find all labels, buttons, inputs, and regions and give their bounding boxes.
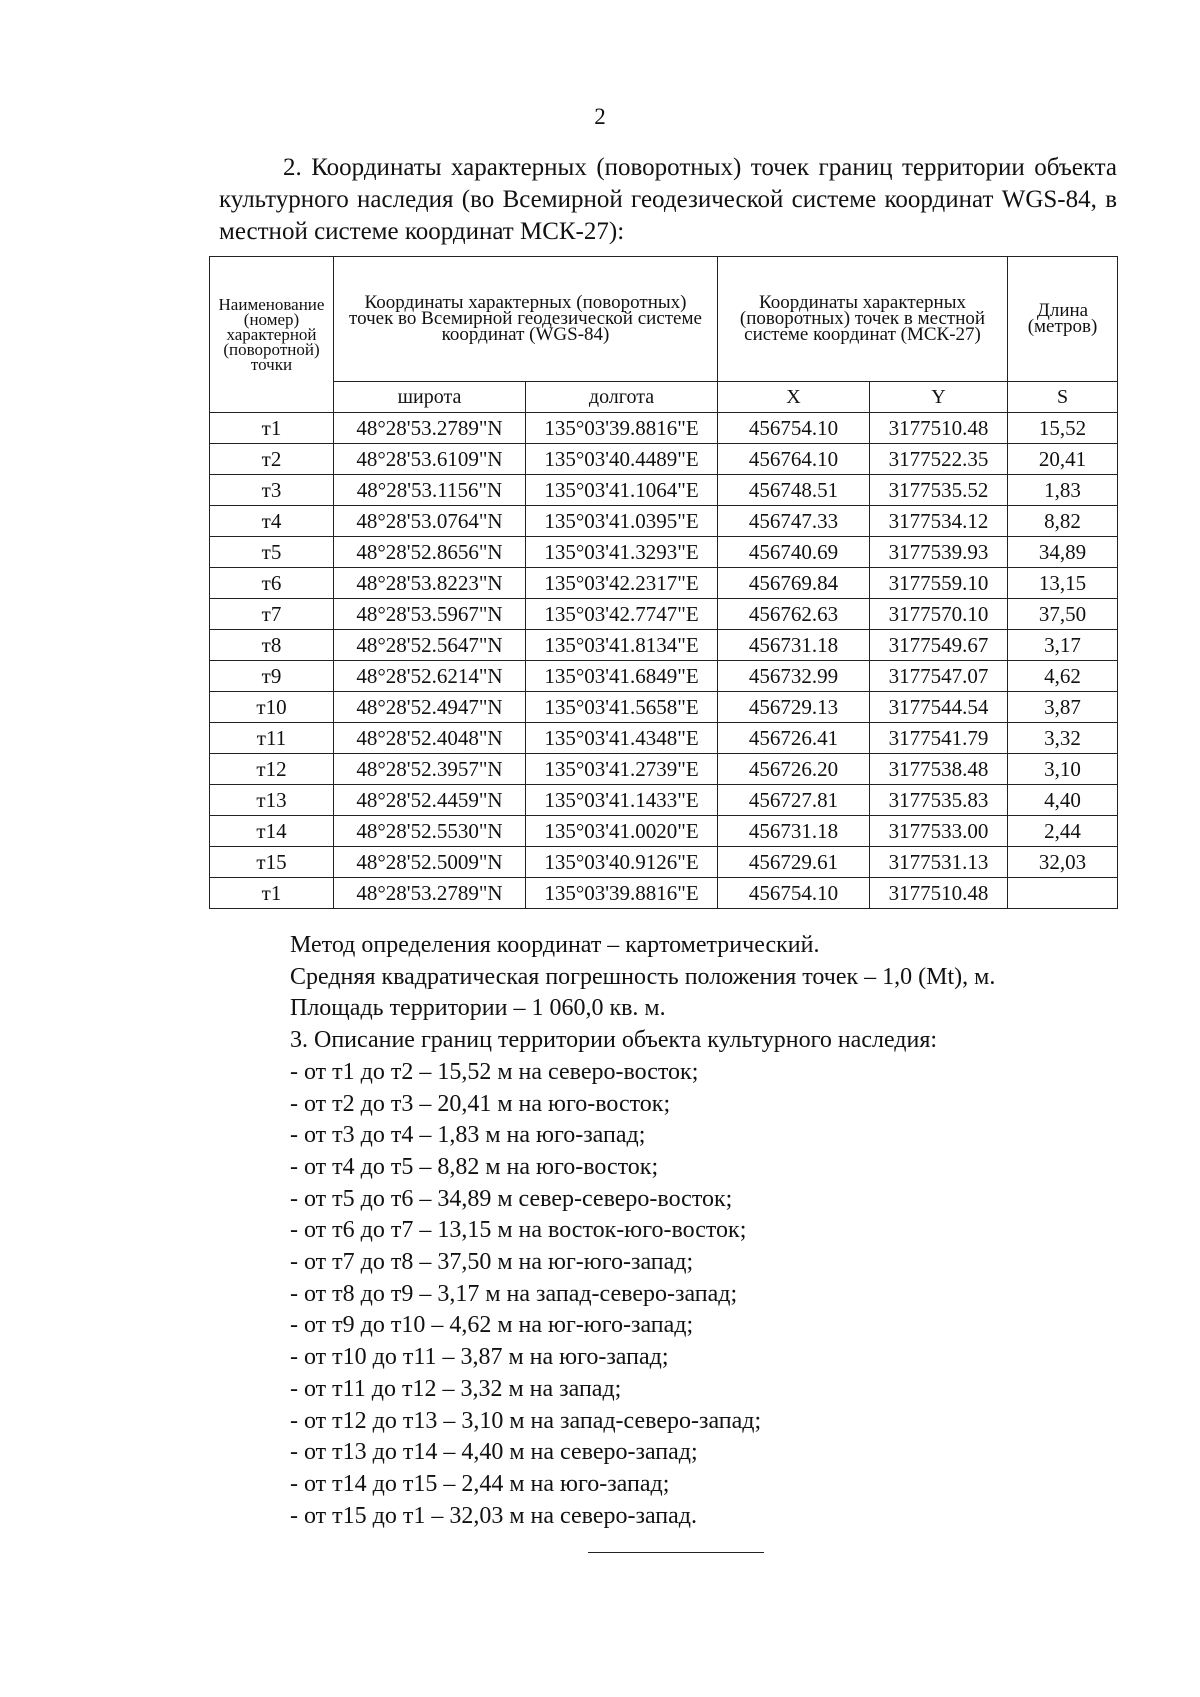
table-row	[210, 816, 1118, 847]
cell-point: т2	[210, 444, 334, 475]
table-row	[210, 630, 1118, 661]
cell-s: 37,50	[1008, 599, 1118, 630]
cell-lon: 135°03'41.2739"E	[526, 754, 718, 785]
cell-lon: 135°03'39.8816"E	[526, 878, 718, 909]
cell-x: 456754.10	[718, 878, 870, 909]
cell-point: т14	[210, 816, 334, 847]
header-longitude: долгота	[526, 382, 718, 413]
cell-lon: 135°03'41.3293"E	[526, 537, 718, 568]
table-row	[210, 413, 1118, 444]
cell-y: 3177510.48	[870, 878, 1008, 909]
cell-lon: 135°03'41.6849"E	[526, 661, 718, 692]
cell-point: т3	[210, 475, 334, 506]
cell-y: 3177535.52	[870, 475, 1008, 506]
cell-lon: 135°03'40.9126"E	[526, 847, 718, 878]
boundary-item: - от т5 до т6 – 34,89 м север-северо-восток;	[290, 1185, 733, 1212]
cell-x: 456732.99	[718, 661, 870, 692]
cell-point: т10	[210, 692, 334, 723]
cell-s: 3,10	[1008, 754, 1118, 785]
cell-s: 20,41	[1008, 444, 1118, 475]
cell-lat: 48°28'53.6109"N	[334, 444, 526, 475]
cell-point: т12	[210, 754, 334, 785]
cell-s: 2,44	[1008, 816, 1118, 847]
cell-point: т13	[210, 785, 334, 816]
cell-lon: 135°03'41.5658"E	[526, 692, 718, 723]
header-msk27: Координаты характерных (поворотных) точек в местной системе координат (МСК-27)	[718, 257, 1008, 382]
table-row	[210, 444, 1118, 475]
cell-x: 456747.33	[718, 506, 870, 537]
table-row	[210, 785, 1118, 816]
cell-y: 3177531.13	[870, 847, 1008, 878]
cell-x: 456731.18	[718, 816, 870, 847]
boundary-item: - от т9 до т10 – 4,62 м на юг-юго-запад;	[290, 1312, 694, 1339]
cell-y: 3177522.35	[870, 444, 1008, 475]
cell-y: 3177539.93	[870, 537, 1008, 568]
cell-lat: 48°28'53.2789"N	[334, 878, 526, 909]
boundary-item: - от т1 до т2 – 15,52 м на северо-восток;	[290, 1058, 699, 1085]
cell-point: т4	[210, 506, 334, 537]
cell-s: 34,89	[1008, 537, 1118, 568]
boundary-item: - от т10 до т11 – 3,87 м на юго-запад;	[290, 1344, 669, 1371]
boundary-list	[290, 1057, 1150, 1533]
cell-lon: 135°03'42.7747"E	[526, 599, 718, 630]
cell-lat: 48°28'53.2789"N	[334, 413, 526, 444]
cell-x: 456731.18	[718, 630, 870, 661]
table-row	[210, 723, 1118, 754]
cell-lat: 48°28'52.5647"N	[334, 630, 526, 661]
cell-x: 456748.51	[718, 475, 870, 506]
cell-x: 456726.41	[718, 723, 870, 754]
cell-lat: 48°28'53.8223"N	[334, 568, 526, 599]
cell-lon: 135°03'41.4348"E	[526, 723, 718, 754]
table-row	[210, 878, 1118, 909]
cell-x: 456764.10	[718, 444, 870, 475]
cell-y: 3177570.10	[870, 599, 1008, 630]
cell-y: 3177544.54	[870, 692, 1008, 723]
cell-y: 3177510.48	[870, 413, 1008, 444]
cell-lon: 135°03'42.2317"E	[526, 568, 718, 599]
cell-x: 456754.10	[718, 413, 870, 444]
header-s: S	[1008, 382, 1118, 413]
cell-x: 456727.81	[718, 785, 870, 816]
cell-lon: 135°03'41.8134"E	[526, 630, 718, 661]
cell-y: 3177547.07	[870, 661, 1008, 692]
table-row	[210, 847, 1118, 878]
cell-x: 456729.61	[718, 847, 870, 878]
area-line: Площадь территории – 1 060,0 кв. м.	[290, 995, 666, 1022]
boundary-item: - от т3 до т4 – 1,83 м на юго-запад;	[290, 1122, 646, 1149]
accuracy-line: Средняя квадратическая погрешность положения точек – 1,0 (Mt), м.	[290, 963, 996, 990]
page-number: 2	[594, 104, 606, 129]
cell-point: т11	[210, 723, 334, 754]
table-row	[210, 692, 1118, 723]
table-row	[210, 537, 1118, 568]
cell-point: т8	[210, 630, 334, 661]
cell-s: 3,32	[1008, 723, 1118, 754]
cell-x: 456729.13	[718, 692, 870, 723]
cell-lon: 135°03'39.8816"E	[526, 413, 718, 444]
cell-point: т9	[210, 661, 334, 692]
cell-s	[1008, 878, 1118, 909]
cell-lon: 135°03'41.1433"E	[526, 785, 718, 816]
header-length: Длина (метров)	[1008, 257, 1118, 382]
cell-point: т6	[210, 568, 334, 599]
cell-s: 32,03	[1008, 847, 1118, 878]
table-row	[210, 599, 1118, 630]
table-row	[210, 661, 1118, 692]
header-latitude: широта	[334, 382, 526, 413]
boundary-item: - от т11 до т12 – 3,32 м на запад;	[290, 1375, 622, 1402]
table-row	[210, 754, 1118, 785]
cell-y: 3177559.10	[870, 568, 1008, 599]
cell-lat: 48°28'52.5530"N	[334, 816, 526, 847]
cell-y: 3177538.48	[870, 754, 1008, 785]
cell-lat: 48°28'52.8656"N	[334, 537, 526, 568]
description-block	[290, 930, 1150, 1532]
cell-y: 3177549.67	[870, 630, 1008, 661]
cell-x: 456726.20	[718, 754, 870, 785]
cell-s: 3,87	[1008, 692, 1118, 723]
section-heading: 2. Координаты характерных (поворотных) точек границ территории объекта культурного наследия (во Всемирной геодезической системе координат WGS-84, в местной системе координат МСК-27):	[219, 154, 1117, 245]
cell-x: 456740.69	[718, 537, 870, 568]
cell-s: 13,15	[1008, 568, 1118, 599]
boundary-item: - от т2 до т3 – 20,41 м на юго-восток;	[290, 1090, 671, 1117]
cell-lat: 48°28'52.4048"N	[334, 723, 526, 754]
cell-lat: 48°28'52.3957"N	[334, 754, 526, 785]
boundary-item: - от т8 до т9 – 3,17 м на запад-северо-запад;	[290, 1280, 738, 1307]
cell-lat: 48°28'52.6214"N	[334, 661, 526, 692]
cell-y: 3177533.00	[870, 816, 1008, 847]
bottom-divider	[588, 1552, 764, 1553]
cell-lon: 135°03'41.0020"E	[526, 816, 718, 847]
header-point-name: Наименование (номер) характерной (поворотной) точки	[210, 257, 334, 413]
method-line: Метод определения координат – картометрический.	[290, 932, 820, 958]
coordinates-table	[209, 256, 1118, 909]
header-wgs84: Координаты характерных (поворотных) точек во Всемирной геодезической системе координат (WGS-84)	[334, 257, 718, 382]
cell-point: т5	[210, 537, 334, 568]
cell-point: т1	[210, 413, 334, 444]
cell-lat: 48°28'53.1156"N	[334, 475, 526, 506]
boundary-item: - от т15 до т1 – 32,03 м на северо-запад.	[290, 1502, 697, 1529]
table-row	[210, 506, 1118, 537]
table-row	[210, 475, 1118, 506]
table-row	[210, 568, 1118, 599]
cell-lat: 48°28'53.0764"N	[334, 506, 526, 537]
boundary-item: - от т4 до т5 – 8,82 м на юго-восток;	[290, 1153, 659, 1180]
cell-s: 4,40	[1008, 785, 1118, 816]
cell-y: 3177541.79	[870, 723, 1008, 754]
cell-s: 4,62	[1008, 661, 1118, 692]
cell-point: т1	[210, 878, 334, 909]
header-y: Y	[870, 382, 1008, 413]
boundary-item: - от т13 до т14 – 4,40 м на северо-запад;	[290, 1439, 698, 1466]
cell-s: 8,82	[1008, 506, 1118, 537]
cell-s: 3,17	[1008, 630, 1118, 661]
cell-lat: 48°28'53.5967"N	[334, 599, 526, 630]
cell-lat: 48°28'52.4459"N	[334, 785, 526, 816]
boundary-title: 3. Описание границ территории объекта культурного наследия:	[290, 1027, 938, 1054]
boundary-item: - от т6 до т7 – 13,15 м на восток-юго-восток;	[290, 1217, 747, 1244]
cell-point: т7	[210, 599, 334, 630]
cell-lat: 48°28'52.4947"N	[334, 692, 526, 723]
cell-point: т15	[210, 847, 334, 878]
boundary-item: - от т14 до т15 – 2,44 м на юго-запад;	[290, 1470, 670, 1497]
cell-lat: 48°28'52.5009"N	[334, 847, 526, 878]
boundary-item: - от т7 до т8 – 37,50 м на юг-юго-запад;	[290, 1249, 694, 1276]
cell-lon: 135°03'41.0395"E	[526, 506, 718, 537]
boundary-item: - от т12 до т13 – 3,10 м на запад-северо-запад;	[290, 1407, 762, 1434]
cell-lon: 135°03'41.1064"E	[526, 475, 718, 506]
cell-y: 3177534.12	[870, 506, 1008, 537]
cell-y: 3177535.83	[870, 785, 1008, 816]
cell-x: 456769.84	[718, 568, 870, 599]
cell-lon: 135°03'40.4489"E	[526, 444, 718, 475]
header-x: X	[718, 382, 870, 413]
cell-s: 1,83	[1008, 475, 1118, 506]
cell-x: 456762.63	[718, 599, 870, 630]
cell-s: 15,52	[1008, 413, 1118, 444]
